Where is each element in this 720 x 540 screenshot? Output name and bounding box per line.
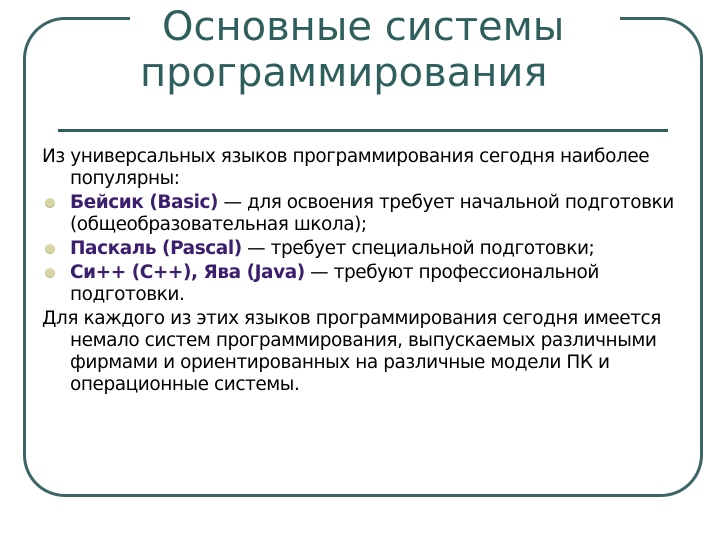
language-list: [42, 192, 692, 306]
language-description: — требует специальной подготовки;: [241, 238, 595, 259]
list-item-basic: [42, 192, 692, 236]
slide-title-line-1: Основные системы: [162, 4, 565, 50]
bullet-dot-icon: [45, 244, 55, 254]
language-description: — требуют профессиональной подготовки.: [70, 262, 599, 305]
list-item-pascal: [42, 238, 692, 260]
language-description: — для освоения требует начальной подготовки (общеобразовательная школа);: [70, 192, 674, 235]
language-term: Бейсик (Basic): [70, 192, 219, 213]
bullet-dot-icon: [45, 198, 55, 208]
bullet-dot-icon: [45, 268, 55, 278]
list-item-cpp-java: [42, 262, 692, 306]
conclusion-paragraph: Для каждого из этих языков программирования сегодня имеется немало систем программирования, выпускаемых различными фирмами и ориентированных на различные модели ПК и операционные системы.: [42, 308, 661, 395]
slide-title: [130, 4, 620, 96]
slide-title-line-2: программирования: [140, 50, 548, 96]
intro-paragraph: Из универсальных языков программирования сегодня наиболее популярны:: [42, 146, 650, 189]
slide-body: [42, 146, 692, 398]
language-term: Паскаль (Pascal): [70, 238, 242, 259]
language-term: Си++ (C++), Ява (Java): [70, 262, 305, 283]
title-underline: [58, 129, 668, 132]
